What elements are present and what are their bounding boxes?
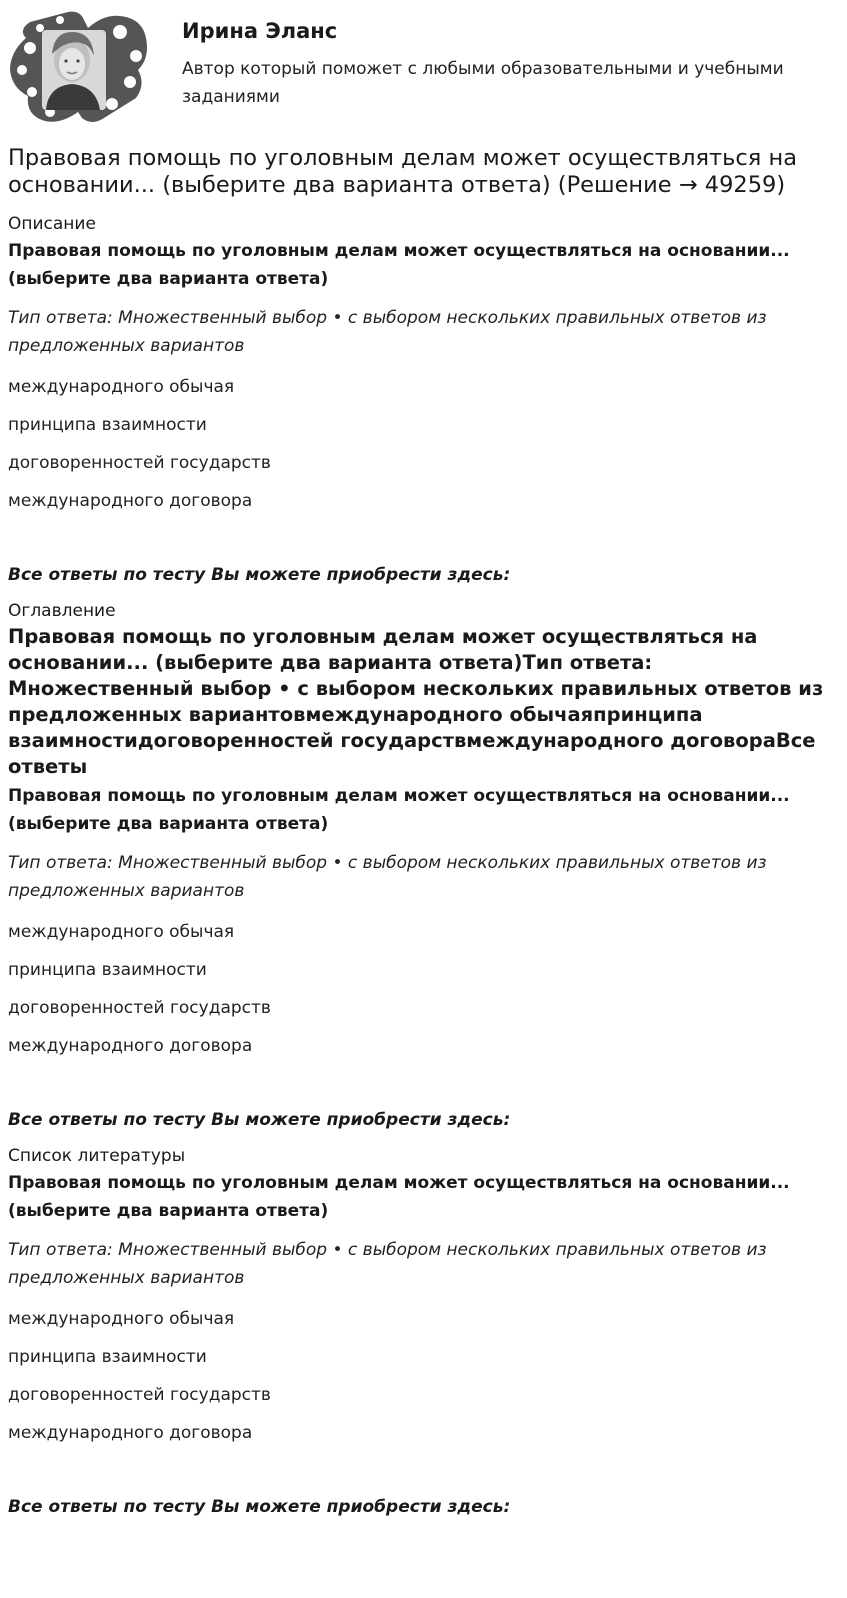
- toc-question: Правовая помощь по уголовным делам может осуществляться на основании... (выберите два варианта ответа): [8, 786, 790, 834]
- description-option-4: международного договора: [8, 491, 253, 511]
- description-question: Правовая помощь по уголовным делам может осуществляться на основании... (выберите два варианта ответа): [8, 241, 790, 289]
- description-label: Описание: [8, 214, 96, 234]
- description-option-3: договоренностей государств: [8, 453, 271, 473]
- toc-all-answers: Все ответы по тесту Вы можете приобрести здесь:: [8, 1110, 511, 1130]
- toc-option-3: договоренностей государств: [8, 998, 271, 1018]
- description-all-answers: Все ответы по тесту Вы можете приобрести здесь:: [8, 565, 511, 585]
- toc-label: Оглавление: [8, 601, 116, 621]
- author-avatar[interactable]: [8, 8, 150, 126]
- toc-option-4: международного договора: [8, 1036, 253, 1056]
- description-option-2: принципа взаимности: [8, 415, 207, 435]
- literature-answer-type: Тип ответа: Множественный выбор • с выбором нескольких правильных ответов из предложенных вариантов: [8, 1240, 767, 1288]
- literature-option-1: международного обычая: [8, 1309, 235, 1329]
- toc-option-1: международного обычая: [8, 922, 235, 942]
- literature-all-answers: Все ответы по тесту Вы можете приобрести здесь:: [8, 1497, 511, 1517]
- page-title: Правовая помощь по уголовным делам может осуществляться на основании... (выберите два варианта ответа) (Решение → 49259): [8, 145, 797, 198]
- toc-answer-type: Тип ответа: Множественный выбор • с выбором нескольких правильных ответов из предложенных вариантов: [8, 853, 767, 901]
- literature-label: Список литературы: [8, 1146, 186, 1166]
- toc-option-2: принципа взаимности: [8, 960, 207, 980]
- literature-option-3: договоренностей государств: [8, 1385, 271, 1405]
- literature-option-2: принципа взаимности: [8, 1347, 207, 1367]
- main-content: [8, 145, 838, 1518]
- toc-summary: Правовая помощь по уголовным делам может осуществляться на основании... (выберите два варианта ответа)Тип ответа: Множественный выбор • с выбором нескольких правильных ответов из предложенных вариантовмеждународного обычаяпринципа взаимностидоговоренностей государствмеждународного договораВсе ответы: [8, 625, 824, 778]
- description-option-1: международного обычая: [8, 377, 235, 397]
- literature-option-4: международного договора: [8, 1423, 253, 1443]
- author-card: [8, 8, 839, 128]
- author-description: Автор который поможет с любыми образовательными и учебными заданиями: [182, 59, 784, 107]
- description-answer-type: Тип ответа: Множественный выбор • с выбором нескольких правильных ответов из предложенных вариантов: [8, 308, 767, 356]
- author-name[interactable]: Ирина Эланс: [182, 19, 338, 43]
- literature-question: Правовая помощь по уголовным делам может осуществляться на основании... (выберите два варианта ответа): [8, 1173, 790, 1221]
